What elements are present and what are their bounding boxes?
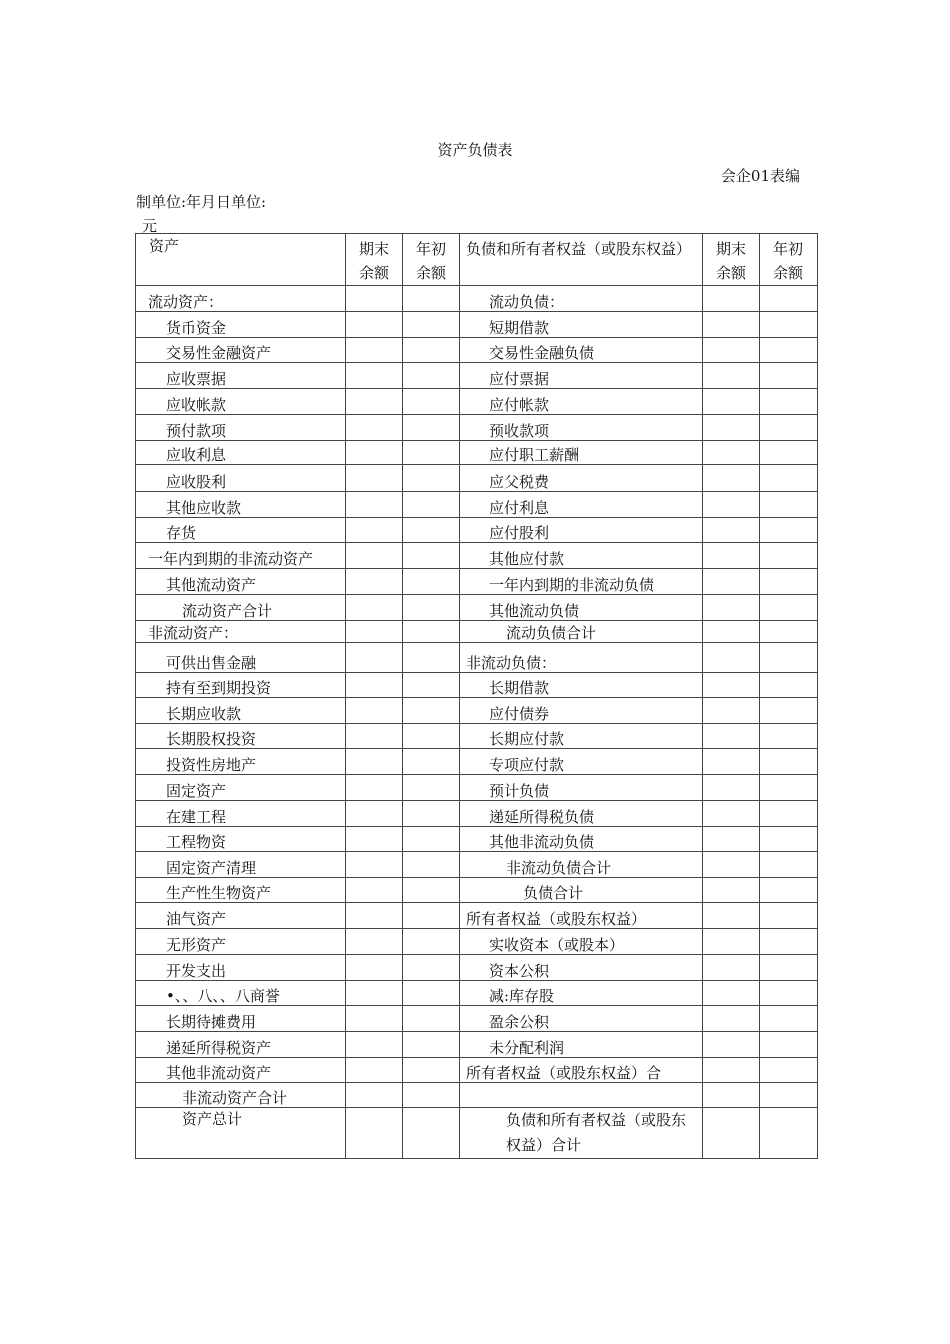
- liability-begin-balance-cell: [760, 724, 818, 749]
- table-row: [136, 1032, 818, 1058]
- header-row: [136, 234, 818, 286]
- liability-end-balance-cell: [703, 1032, 760, 1058]
- asset-begin-balance-cell: [403, 1108, 460, 1159]
- liability-end-balance-cell: [703, 543, 760, 569]
- liability-item: [460, 1083, 703, 1108]
- liability-item: 未分配利润: [460, 1032, 703, 1058]
- liability-begin-balance-cell: [760, 1006, 818, 1032]
- liability-begin-balance-cell: [760, 903, 818, 929]
- table-row: [136, 543, 818, 569]
- liability-begin-balance-cell: [760, 286, 818, 312]
- liability-item: 其他非流动负债: [460, 827, 703, 852]
- liability-item: 非流动负债：: [460, 643, 703, 673]
- asset-item: 开发支出: [136, 955, 346, 981]
- table-row: [136, 1006, 818, 1032]
- asset-item: 工程物资: [136, 827, 346, 852]
- liability-item: 其他流动负债: [460, 595, 703, 621]
- header-liabilities: 负债和所有者权益（或股东权益）: [460, 234, 703, 286]
- asset-begin-balance-cell: [403, 1032, 460, 1058]
- liability-item: 短期借款: [460, 312, 703, 338]
- liability-end-balance-cell: [703, 1083, 760, 1108]
- asset-begin-balance-cell: [403, 1083, 460, 1108]
- liability-begin-balance-cell: [760, 801, 818, 827]
- asset-begin-balance-cell: [403, 749, 460, 775]
- asset-begin-balance-cell: [403, 929, 460, 955]
- liability-end-balance-cell: [703, 1058, 760, 1083]
- liability-begin-balance-cell: [760, 312, 818, 338]
- asset-item: 应收利息: [136, 441, 346, 465]
- asset-end-balance-cell: [346, 878, 403, 903]
- asset-end-balance-cell: [346, 569, 403, 595]
- liability-item: 应付利息: [460, 492, 703, 518]
- asset-begin-balance-cell: [403, 595, 460, 621]
- liability-item: 专项应付款: [460, 749, 703, 775]
- table-row: [136, 1083, 818, 1108]
- liability-end-balance-cell: [703, 595, 760, 621]
- liability-end-balance-cell: [703, 621, 760, 643]
- asset-end-balance-cell: [346, 1058, 403, 1083]
- liability-end-balance-cell: [703, 312, 760, 338]
- liability-end-balance-cell: [703, 338, 760, 363]
- header-end-balance: 期末余额: [346, 234, 403, 286]
- asset-item: 可供出售金融: [136, 643, 346, 673]
- liability-item: 应付股利: [460, 518, 703, 543]
- asset-begin-balance-cell: [403, 621, 460, 643]
- asset-begin-balance-cell: [403, 981, 460, 1006]
- liability-end-balance-cell: [703, 801, 760, 827]
- asset-end-balance-cell: [346, 673, 403, 698]
- liability-begin-balance-cell: [760, 389, 818, 415]
- asset-item: 其他应收款: [136, 492, 346, 518]
- liability-item: 盈余公积: [460, 1006, 703, 1032]
- unit-line: 制单位:年月日单位:: [136, 193, 267, 211]
- liability-begin-balance-cell: [760, 673, 818, 698]
- liability-item: 其他应付款: [460, 543, 703, 569]
- table-row: [136, 827, 818, 852]
- asset-begin-balance-cell: [403, 441, 460, 465]
- asset-item: 预付款项: [136, 415, 346, 441]
- asset-end-balance-cell: [346, 286, 403, 312]
- table-row: [136, 852, 818, 878]
- asset-item: •、、八、、八商誉: [136, 981, 346, 1006]
- liability-item: 应付票据: [460, 363, 703, 389]
- liability-item: 资本公积: [460, 955, 703, 981]
- liability-end-balance-cell: [703, 724, 760, 749]
- asset-item: 长期股权投资: [136, 724, 346, 749]
- asset-end-balance-cell: [346, 698, 403, 724]
- asset-end-balance-cell: [346, 441, 403, 465]
- liability-end-balance-cell: [703, 929, 760, 955]
- asset-end-balance-cell: [346, 492, 403, 518]
- asset-begin-balance-cell: [403, 673, 460, 698]
- liability-item: 应父税费: [460, 465, 703, 492]
- asset-begin-balance-cell: [403, 878, 460, 903]
- asset-item: 其他流动资产: [136, 569, 346, 595]
- liability-begin-balance-cell: [760, 1108, 818, 1159]
- liability-item: 所有者权益（或股东权益）合: [460, 1058, 703, 1083]
- asset-end-balance-cell: [346, 621, 403, 643]
- table-row: [136, 621, 818, 643]
- asset-item: 无形资产: [136, 929, 346, 955]
- asset-begin-balance-cell: [403, 903, 460, 929]
- asset-item: 存货: [136, 518, 346, 543]
- table-row: [136, 492, 818, 518]
- liability-begin-balance-cell: [760, 775, 818, 801]
- liability-end-balance-cell: [703, 518, 760, 543]
- liability-end-balance-cell: [703, 749, 760, 775]
- asset-item: 货币资金: [136, 312, 346, 338]
- liability-begin-balance-cell: [760, 1083, 818, 1108]
- asset-end-balance-cell: [346, 1032, 403, 1058]
- liability-item: 应付债券: [460, 698, 703, 724]
- liability-end-balance-cell: [703, 465, 760, 492]
- liability-end-balance-cell: [703, 389, 760, 415]
- asset-begin-balance-cell: [403, 724, 460, 749]
- liability-end-balance-cell: [703, 981, 760, 1006]
- asset-begin-balance-cell: [403, 955, 460, 981]
- asset-end-balance-cell: [346, 415, 403, 441]
- liability-end-balance-cell: [703, 698, 760, 724]
- asset-item: 长期待摊费用: [136, 1006, 346, 1032]
- asset-end-balance-cell: [346, 1108, 403, 1159]
- asset-item: 一年内到期的非流动资产: [136, 543, 346, 569]
- liability-item: 应付帐款: [460, 389, 703, 415]
- asset-item: 生产性生物资产: [136, 878, 346, 903]
- asset-end-balance-cell: [346, 749, 403, 775]
- table-row: [136, 775, 818, 801]
- liability-item: 实收资本（或股本）: [460, 929, 703, 955]
- table-row: [136, 518, 818, 543]
- asset-end-balance-cell: [346, 518, 403, 543]
- table-row: [136, 312, 818, 338]
- header-assets: 资产: [136, 234, 346, 286]
- table-row: [136, 801, 818, 827]
- table-row: [136, 903, 818, 929]
- liability-end-balance-cell: [703, 415, 760, 441]
- asset-begin-balance-cell: [403, 363, 460, 389]
- header-begin-balance: 年初余额: [403, 234, 460, 286]
- asset-item: 在建工程: [136, 801, 346, 827]
- asset-begin-balance-cell: [403, 492, 460, 518]
- asset-begin-balance-cell: [403, 389, 460, 415]
- liability-end-balance-cell: [703, 643, 760, 673]
- table-row: [136, 595, 818, 621]
- asset-item: 投资性房地产: [136, 749, 346, 775]
- asset-item: 其他非流动资产: [136, 1058, 346, 1083]
- liability-begin-balance-cell: [760, 415, 818, 441]
- liability-item: 流动负债：: [460, 286, 703, 312]
- asset-begin-balance-cell: [403, 569, 460, 595]
- liability-end-balance-cell: [703, 775, 760, 801]
- asset-end-balance-cell: [346, 389, 403, 415]
- liability-end-balance-cell: [703, 286, 760, 312]
- header-end-balance-2: 期末余额: [703, 234, 760, 286]
- asset-end-balance-cell: [346, 363, 403, 389]
- liability-begin-balance-cell: [760, 878, 818, 903]
- asset-end-balance-cell: [346, 955, 403, 981]
- form-number: 会企01表编: [720, 167, 800, 185]
- table-row: [136, 363, 818, 389]
- liability-item: 长期借款: [460, 673, 703, 698]
- asset-end-balance-cell: [346, 981, 403, 1006]
- balance-sheet-table: [135, 233, 818, 1159]
- header-begin-balance-2: 年初余额: [760, 234, 818, 286]
- asset-end-balance-cell: [346, 1006, 403, 1032]
- asset-end-balance-cell: [346, 1083, 403, 1108]
- asset-begin-balance-cell: [403, 543, 460, 569]
- asset-end-balance-cell: [346, 312, 403, 338]
- liability-begin-balance-cell: [760, 595, 818, 621]
- liability-item: 负债和所有者权益（或股东权益）合计: [460, 1108, 703, 1159]
- asset-end-balance-cell: [346, 595, 403, 621]
- asset-begin-balance-cell: [403, 852, 460, 878]
- liability-begin-balance-cell: [760, 955, 818, 981]
- asset-begin-balance-cell: [403, 775, 460, 801]
- asset-end-balance-cell: [346, 827, 403, 852]
- table-row: [136, 673, 818, 698]
- asset-item: 交易性金融资产: [136, 338, 346, 363]
- liability-begin-balance-cell: [760, 543, 818, 569]
- liability-item: 长期应付款: [460, 724, 703, 749]
- liability-item: 非流动负债合计: [460, 852, 703, 878]
- asset-item: 递延所得税资产: [136, 1032, 346, 1058]
- asset-begin-balance-cell: [403, 312, 460, 338]
- asset-end-balance-cell: [346, 465, 403, 492]
- asset-begin-balance-cell: [403, 286, 460, 312]
- table-row: [136, 1058, 818, 1083]
- liability-end-balance-cell: [703, 492, 760, 518]
- asset-item: 应收股利: [136, 465, 346, 492]
- asset-end-balance-cell: [346, 338, 403, 363]
- liability-begin-balance-cell: [760, 827, 818, 852]
- liability-end-balance-cell: [703, 569, 760, 595]
- asset-item: 长期应收款: [136, 698, 346, 724]
- table-row: [136, 465, 818, 492]
- table-row: [136, 389, 818, 415]
- liability-item: 流动负债合计: [460, 621, 703, 643]
- asset-item: 流动资产：: [136, 286, 346, 312]
- liability-begin-balance-cell: [760, 338, 818, 363]
- asset-begin-balance-cell: [403, 1006, 460, 1032]
- liability-end-balance-cell: [703, 852, 760, 878]
- table-row: [136, 749, 818, 775]
- table-row: [136, 643, 818, 673]
- liability-begin-balance-cell: [760, 465, 818, 492]
- table-row: [136, 981, 818, 1006]
- liability-item: 预收款项: [460, 415, 703, 441]
- liability-item: 减:库存股: [460, 981, 703, 1006]
- liability-begin-balance-cell: [760, 621, 818, 643]
- asset-item: 非流动资产：: [136, 621, 346, 643]
- liability-begin-balance-cell: [760, 698, 818, 724]
- table-row: [136, 441, 818, 465]
- page-title: 资产负债表: [437, 141, 513, 159]
- asset-item: 流动资产合计: [136, 595, 346, 621]
- liability-begin-balance-cell: [760, 643, 818, 673]
- table-row: [136, 286, 818, 312]
- liability-item: 预计负债: [460, 775, 703, 801]
- liability-end-balance-cell: [703, 673, 760, 698]
- asset-end-balance-cell: [346, 643, 403, 673]
- table-row: [136, 878, 818, 903]
- asset-begin-balance-cell: [403, 1058, 460, 1083]
- asset-item: 持有至到期投资: [136, 673, 346, 698]
- table-row: [136, 929, 818, 955]
- liability-end-balance-cell: [703, 1006, 760, 1032]
- liability-end-balance-cell: [703, 1108, 760, 1159]
- table-row: [136, 724, 818, 749]
- liability-end-balance-cell: [703, 955, 760, 981]
- table-row: [136, 569, 818, 595]
- liability-begin-balance-cell: [760, 363, 818, 389]
- asset-begin-balance-cell: [403, 801, 460, 827]
- liability-begin-balance-cell: [760, 929, 818, 955]
- asset-item: 固定资产: [136, 775, 346, 801]
- liability-item: 应付职工薪酬: [460, 441, 703, 465]
- asset-end-balance-cell: [346, 903, 403, 929]
- liability-item: 交易性金融负债: [460, 338, 703, 363]
- asset-begin-balance-cell: [403, 465, 460, 492]
- table-row: [136, 698, 818, 724]
- liability-begin-balance-cell: [760, 492, 818, 518]
- asset-begin-balance-cell: [403, 415, 460, 441]
- asset-end-balance-cell: [346, 724, 403, 749]
- liability-begin-balance-cell: [760, 441, 818, 465]
- liability-begin-balance-cell: [760, 981, 818, 1006]
- liability-begin-balance-cell: [760, 569, 818, 595]
- liability-begin-balance-cell: [760, 852, 818, 878]
- asset-end-balance-cell: [346, 775, 403, 801]
- liability-end-balance-cell: [703, 903, 760, 929]
- asset-begin-balance-cell: [403, 643, 460, 673]
- liability-item: 所有者权益（或股东权益）: [460, 903, 703, 929]
- liability-begin-balance-cell: [760, 1032, 818, 1058]
- asset-begin-balance-cell: [403, 827, 460, 852]
- asset-item: 非流动资产合计: [136, 1083, 346, 1108]
- liability-end-balance-cell: [703, 878, 760, 903]
- asset-item: 资产总计: [136, 1108, 346, 1159]
- asset-item: 油气资产: [136, 903, 346, 929]
- liability-item: 递延所得税负债: [460, 801, 703, 827]
- asset-end-balance-cell: [346, 929, 403, 955]
- table-row: [136, 1108, 818, 1159]
- liability-begin-balance-cell: [760, 518, 818, 543]
- asset-begin-balance-cell: [403, 698, 460, 724]
- asset-begin-balance-cell: [403, 338, 460, 363]
- asset-item: 应收帐款: [136, 389, 346, 415]
- asset-end-balance-cell: [346, 543, 403, 569]
- asset-end-balance-cell: [346, 801, 403, 827]
- asset-begin-balance-cell: [403, 518, 460, 543]
- liability-end-balance-cell: [703, 441, 760, 465]
- asset-item: 应收票据: [136, 363, 346, 389]
- table-row: [136, 415, 818, 441]
- asset-item: 固定资产清理: [136, 852, 346, 878]
- liability-end-balance-cell: [703, 827, 760, 852]
- liability-item: 负债合计: [460, 878, 703, 903]
- asset-end-balance-cell: [346, 852, 403, 878]
- table-row: [136, 338, 818, 363]
- liability-begin-balance-cell: [760, 749, 818, 775]
- liability-end-balance-cell: [703, 363, 760, 389]
- currency-unit: 元: [142, 217, 158, 235]
- liability-begin-balance-cell: [760, 1058, 818, 1083]
- table-row: [136, 955, 818, 981]
- liability-item: 一年内到期的非流动负债: [460, 569, 703, 595]
